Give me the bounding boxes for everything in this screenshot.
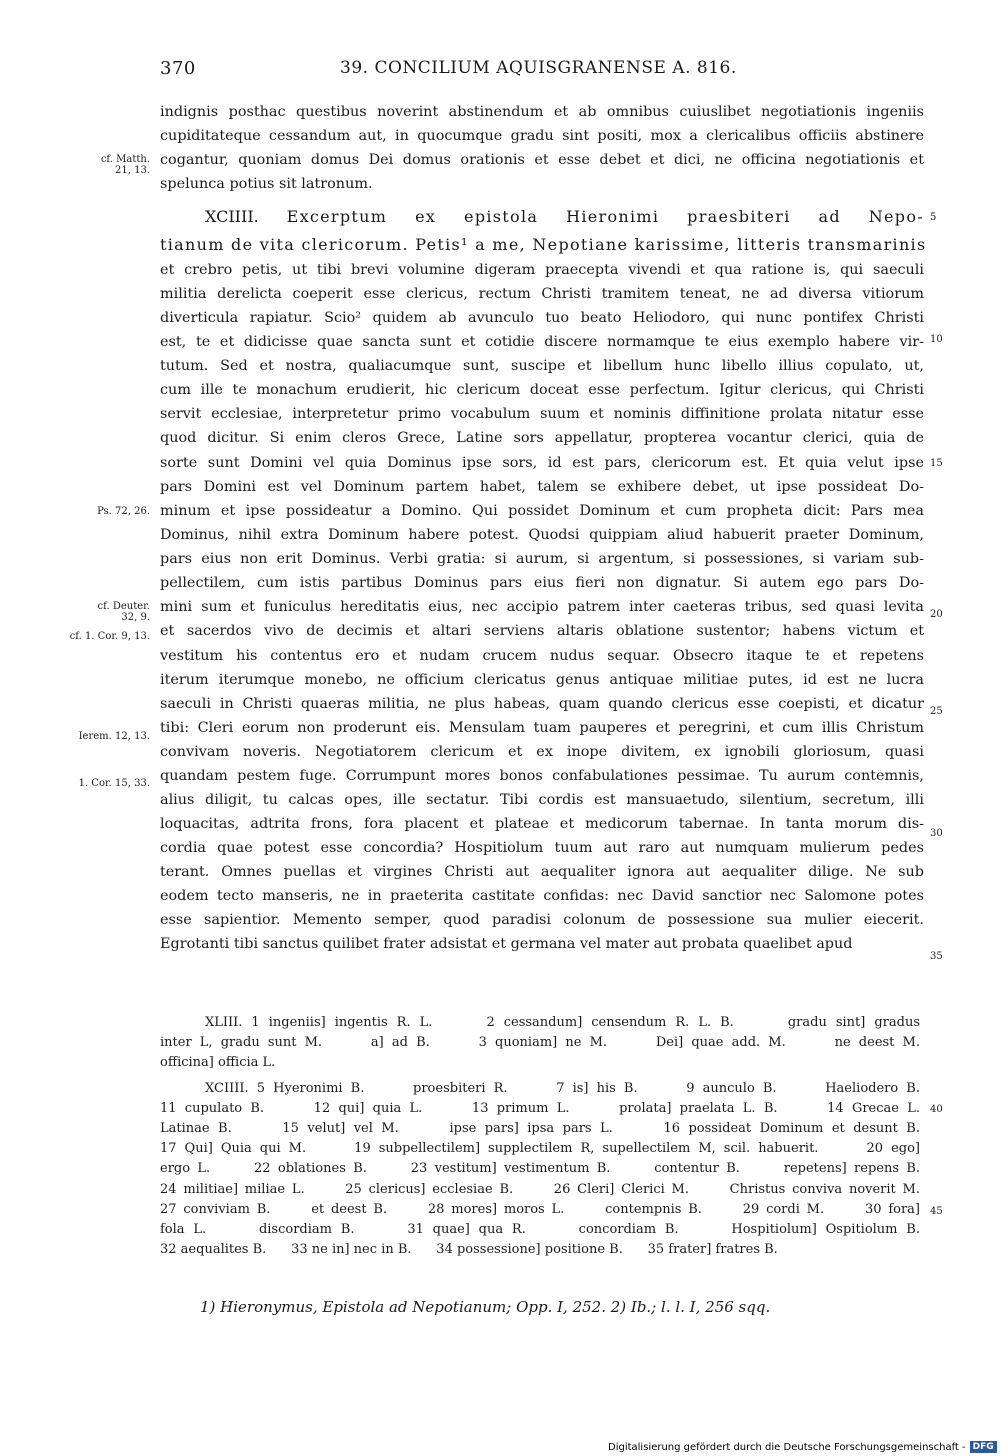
text-line: cordia quae potest esse concordia? Hospitiolum tuum aut raro aut numquam mulierum pedes	[160, 840, 924, 856]
text-line: spelunca potius sit latronum.	[160, 176, 373, 192]
apparatus-line: 24 militiae] miliae L. 25 clericus] ecclesiae B. 26 Cleri] Clerici M. Christus conviva noverit M.	[160, 1182, 920, 1197]
text-line: eodem tecto manseris, ne in praeterita castitate confidas: nec David sanctior nec Salomone potes	[160, 888, 924, 904]
apparatus-line: XCIIII. 5 Hyeronimi B. proesbiteri R. 7 is] his B. 9 aunculo B. Haeliodero B.	[205, 1081, 920, 1096]
text-line: servit ecclesiae, interpretetur primo vocabulum suum et nominis diffinitione prolata nitatur esse	[160, 406, 924, 422]
apparatus-line: ergo L. 22 oblationes B. 23 vestitum] vestimentum B. contentur B. repetens] repens B.	[160, 1161, 920, 1176]
text-line: diverticula rapiatur. Scio² quidem ab avunculo tuo beato Heliodoro, qui nunc pontifex Christi	[160, 310, 924, 326]
apparatus-line: officina] officia L.	[160, 1055, 276, 1070]
margin-ref-deuter: cf. Deuter. 32, 9.	[97, 601, 150, 623]
text-line: tutum. Sed et nostra, qualiacumque sunt, suscipe et libellum hunc libello illius copulato, ut,	[160, 358, 924, 374]
footnotes: 1) Hieronymus, Epistola ad Nepotianum; Opp. I, 252. 2) Ib.; l. l. I, 256 sqq.	[200, 1298, 771, 1316]
apparatus-line: 17 Qui] Quia qui M. 19 subpellectilem] supplectilem R, supellectilem M, scil. habuerit. 20 ego]	[160, 1141, 920, 1156]
margin-ref-ps: Ps. 72, 26.	[97, 506, 150, 517]
text-line: terant. Omnes puellas et virgines Christi aut aequaliter ignora aut aequaliter dilige. Ne sub	[160, 864, 924, 880]
text-line: tibi: Cleri eorum non proderunt eis. Mensulam tuam pauperes et peregrini, et cum illis Christum	[160, 720, 924, 736]
text-line: cum ille te monachum erudierit, hic clericum doceat esse perfectum. Igitur clericus, qui Christi	[160, 382, 924, 398]
margin-ref-cor9: cf. 1. Cor. 9, 13.	[69, 631, 150, 642]
dfg-logo-icon: DFG	[970, 1441, 997, 1453]
text-line: saeculi in Christi quaeras militia, ne plus habeas, quam quando clericus esse coepisti, et dicatur	[160, 696, 924, 712]
line-number: 20	[930, 609, 943, 620]
text-line: vestitum his contentus ero et nudam crucem nudus sequar. Obsecro itaque te et repetens	[160, 648, 924, 664]
apparatus-line: inter L, gradu sunt M. a] ad B. 3 quoniam] ne M. Dei] quae add. M. ne deest M.	[160, 1035, 920, 1050]
text-line: quod dicitur. Si enim cleros Grece, Latine sors appellatur, propterea vocantur clerici, quia de	[160, 430, 924, 446]
apparatus-line: 27 conviviam B. et deest B. 28 mores] moros L. contempnis B. 29 cordi M. 30 fora]	[160, 1202, 920, 1217]
digitization-footer	[608, 1438, 1000, 1456]
text-line: quandam pestem fuge. Corrumpunt mores bonos confabulationes pessimae. Tu aurum contemnis,	[160, 768, 924, 784]
apparatus-line-number: 40	[930, 1104, 943, 1115]
text-line: tianum de vita clericorum. Petis¹ a me, Nepotiane karissime, litteris transmarinis	[160, 235, 927, 254]
line-number: 5	[930, 212, 937, 223]
apparatus-line: fola L. discordiam B. 31 quae] qua R. concordiam B. Hospitiolum] Ospitiolum B.	[160, 1222, 920, 1237]
line-number: 15	[930, 458, 943, 469]
text-line: loquacitas, adtrita frons, fora placent et plateae et medicorum tabernae. In tanta morum dis-	[160, 816, 924, 832]
text-line: Dominus, nihil extra Dominum habere potest. Quodsi quippiam aliud habuerit praeter Dominum,	[160, 527, 924, 543]
text-line: convivam noveris. Negotiatorem clericum et ex inope divitem, ex ignobili gloriosum, quasi	[160, 744, 924, 760]
text-line: et crebro petis, ut tibi brevi volumine digeram praecepta vivendi et qua ratione is, qui saeculi	[160, 262, 924, 278]
apparatus-line: Latinae B. 15 velut] vel M. ipse pars] ipsa pars L. 16 possideat Dominum et desunt B.	[160, 1121, 920, 1136]
text-line: Egrotanti tibi sanctus quilibet frater adsistat et germana vel mater aut probata quaelibet apud	[160, 936, 853, 952]
text-line: pellectilem, cum istis partibus Dominus pars eius fieri non dignatur. Si autem ego pars Do-	[160, 575, 924, 591]
text-line: militia derelicta coeperit esse clericus, rectum Christi tramitem teneat, ne ad diversa vitiorum	[160, 286, 924, 302]
text-line: mini sum et funiculus hereditatis eius, nec accipio patrem inter caeteras tribus, sed quasi levita	[160, 599, 924, 615]
text-line: sorte sunt Domini vel quia Dominus ipse sors, id est pars, clericorum est. Et quia velut ipse	[160, 455, 924, 471]
margin-ref-ierem: Ierem. 12, 13.	[78, 731, 150, 742]
apparatus-line: XLIII. 1 ingeniis] ingentis R. L. 2 cessandum] censendum R. L. B. gradu sint] gradus	[205, 1015, 920, 1030]
apparatus-line-number: 45	[930, 1206, 943, 1217]
text-line: indignis posthac questibus noverint abstinendum et ab omnibus cuiuslibet negotiationis ingeniis	[160, 104, 924, 120]
footer-text: Digitalisierung gefördert durch die Deutsche Forschungsgemeinschaft -	[608, 1441, 966, 1453]
text-line: iterum iterumque monebo, ne officium clericatus genus antiquae militiae putes, id est ne lucra	[160, 672, 924, 688]
text-line: esse sapientior. Memento semper, quod paradisi colonum de possessione sua mulier eiecerit.	[160, 912, 924, 928]
section-number: XCIIII.	[205, 207, 259, 226]
text-line: alius diligit, tu calcas opes, ille sectatur. Tibi cordis est mansuaetudo, silentium, secretum, illi	[160, 792, 924, 808]
apparatus-line: 32 aequalites B. 33 ne in] nec in B. 34 possessione] positione B. 35 frater] fratres B.	[160, 1242, 778, 1257]
text-line: minum et ipse possideatur a Domino. Qui possidet Dominum et cum propheta dicit: Pars mea	[160, 503, 924, 519]
text-line: et sacerdos vivo de decimis et altari serviens altaris oblatione sustentor; habens victum et	[160, 623, 924, 639]
margin-ref-cor15: 1. Cor. 15, 33.	[78, 778, 150, 789]
apparatus-line: 11 cupulato B. 12 qui] quia L. 13 primum L. prolata] praelata L. B. 14 Grecae L.	[160, 1101, 920, 1116]
margin-ref-matth: cf. Matth. 21, 13.	[100, 154, 150, 176]
text-line: est, te et didicisse quae sancta sunt et cotidie discere normamque te eius exemplo habere vir-	[160, 334, 924, 350]
text-line: cupiditateque cessandum aut, in quocumque gradu sint positi, mox a clericalibus officiis abstinere	[160, 128, 924, 144]
page-number: 370	[160, 58, 196, 79]
section-heading	[205, 205, 924, 229]
text-line: pars Domini est vel Dominum partem habet, talem se exhibere debet, ut ipse possideat Do-	[160, 479, 924, 495]
text-line: cogantur, quoniam domus Dei domus orationis et esse debet et dici, ne officina negotiationis et	[160, 152, 924, 168]
line-number: 10	[930, 334, 943, 345]
section-title: Excerptum ex epistola Hieronimi praesbiteri ad Nepo-	[286, 207, 924, 226]
running-title: 39. CONCILIUM AQUISGRANENSE A. 816.	[340, 58, 737, 78]
line-number: 25	[930, 706, 943, 717]
line-number: 35	[930, 951, 943, 962]
text-line: pars eius non erit Dominus. Verbi gratia: si aurum, si argentum, si possessiones, si variam sub-	[160, 551, 924, 567]
line-number: 30	[930, 828, 943, 839]
